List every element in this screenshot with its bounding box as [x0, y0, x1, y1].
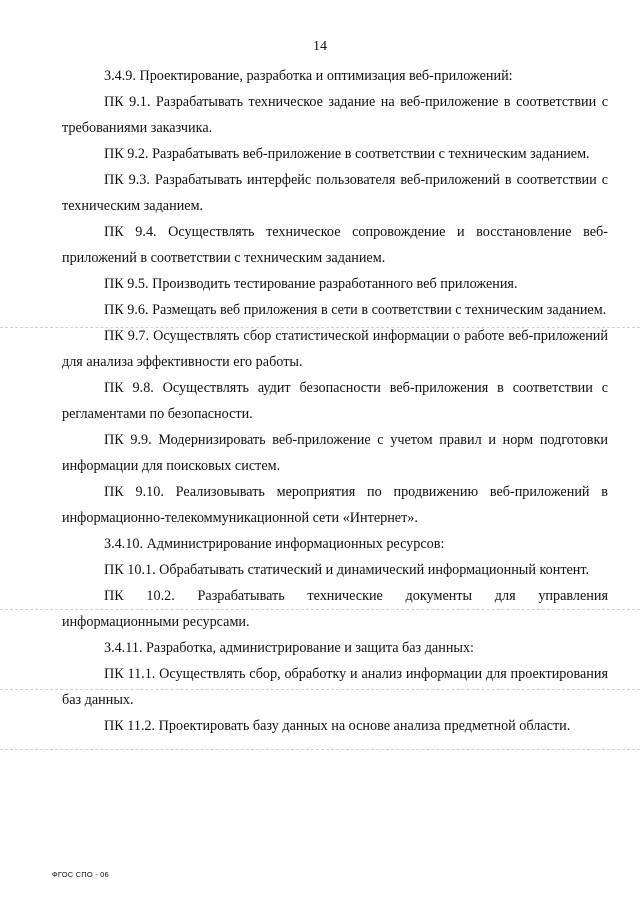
competency-pk-9-6: ПК 9.6. Размещать веб приложения в сети в соответствии с техническим заданием. — [104, 302, 607, 318]
footer-standard-code: ФГОС СПО - 06 — [52, 870, 109, 879]
competency-pk-9-2: ПК 9.2. Разрабатывать веб-приложение в соответствии с техническим заданием. — [104, 146, 590, 162]
page-number: 14 — [313, 39, 327, 54]
competency-pk-11-2: ПК 11.2. Проектировать базу данных на основе анализа предметной области. — [104, 718, 571, 734]
competency-pk-11-1: ПК 11.1. Осуществлять сбор, обработку и анализ информации для проектирования баз данных. — [62, 666, 608, 708]
competency-pk-9-4: ПК 9.4. Осуществлять техническое сопровождение и восстановление веб-приложений в соответствии с техническим заданием. — [62, 224, 608, 266]
competency-pk-9-8: ПК 9.8. Осуществлять аудит безопасности веб-приложения в соответствии с регламентами по безопасности. — [62, 380, 608, 422]
competency-pk-9-5: ПК 9.5. Производить тестирование разработанного веб приложения. — [104, 276, 518, 292]
section-heading-3-4-9: 3.4.9. Проектирование, разработка и оптимизация веб-приложений: — [104, 68, 513, 84]
scan-artifact-line — [0, 749, 640, 750]
document-body — [62, 63, 608, 739]
competency-pk-9-9: ПК 9.9. Модернизировать веб-приложение с учетом правил и норм подготовки информации для поисковых систем. — [62, 432, 608, 474]
section-heading-3-4-11: 3.4.11. Разработка, администрирование и защита баз данных: — [104, 640, 474, 656]
competency-pk-9-3: ПК 9.3. Разрабатывать интерфейс пользователя веб-приложений в соответствии с техническим заданием. — [62, 172, 608, 214]
competency-pk-10-2: ПК 10.2. Разрабатывать технические документы для управления информационными ресурсами. — [62, 588, 608, 630]
competency-pk-10-1: ПК 10.1. Обрабатывать статический и динамический информационный контент. — [104, 562, 590, 578]
section-heading-3-4-10: 3.4.10. Администрирование информационных ресурсов: — [104, 536, 445, 552]
competency-pk-9-1: ПК 9.1. Разрабатывать техническое задание на веб-приложение в соответствии с требованиями заказчика. — [62, 94, 608, 136]
competency-pk-9-10: ПК 9.10. Реализовывать мероприятия по продвижению веб-приложений в информационно-телекоммуникационной сети «Интернет». — [62, 484, 608, 526]
competency-pk-9-7: ПК 9.7. Осуществлять сбор статистической информации о работе веб-приложений для анализа эффективности его работы. — [62, 328, 608, 370]
